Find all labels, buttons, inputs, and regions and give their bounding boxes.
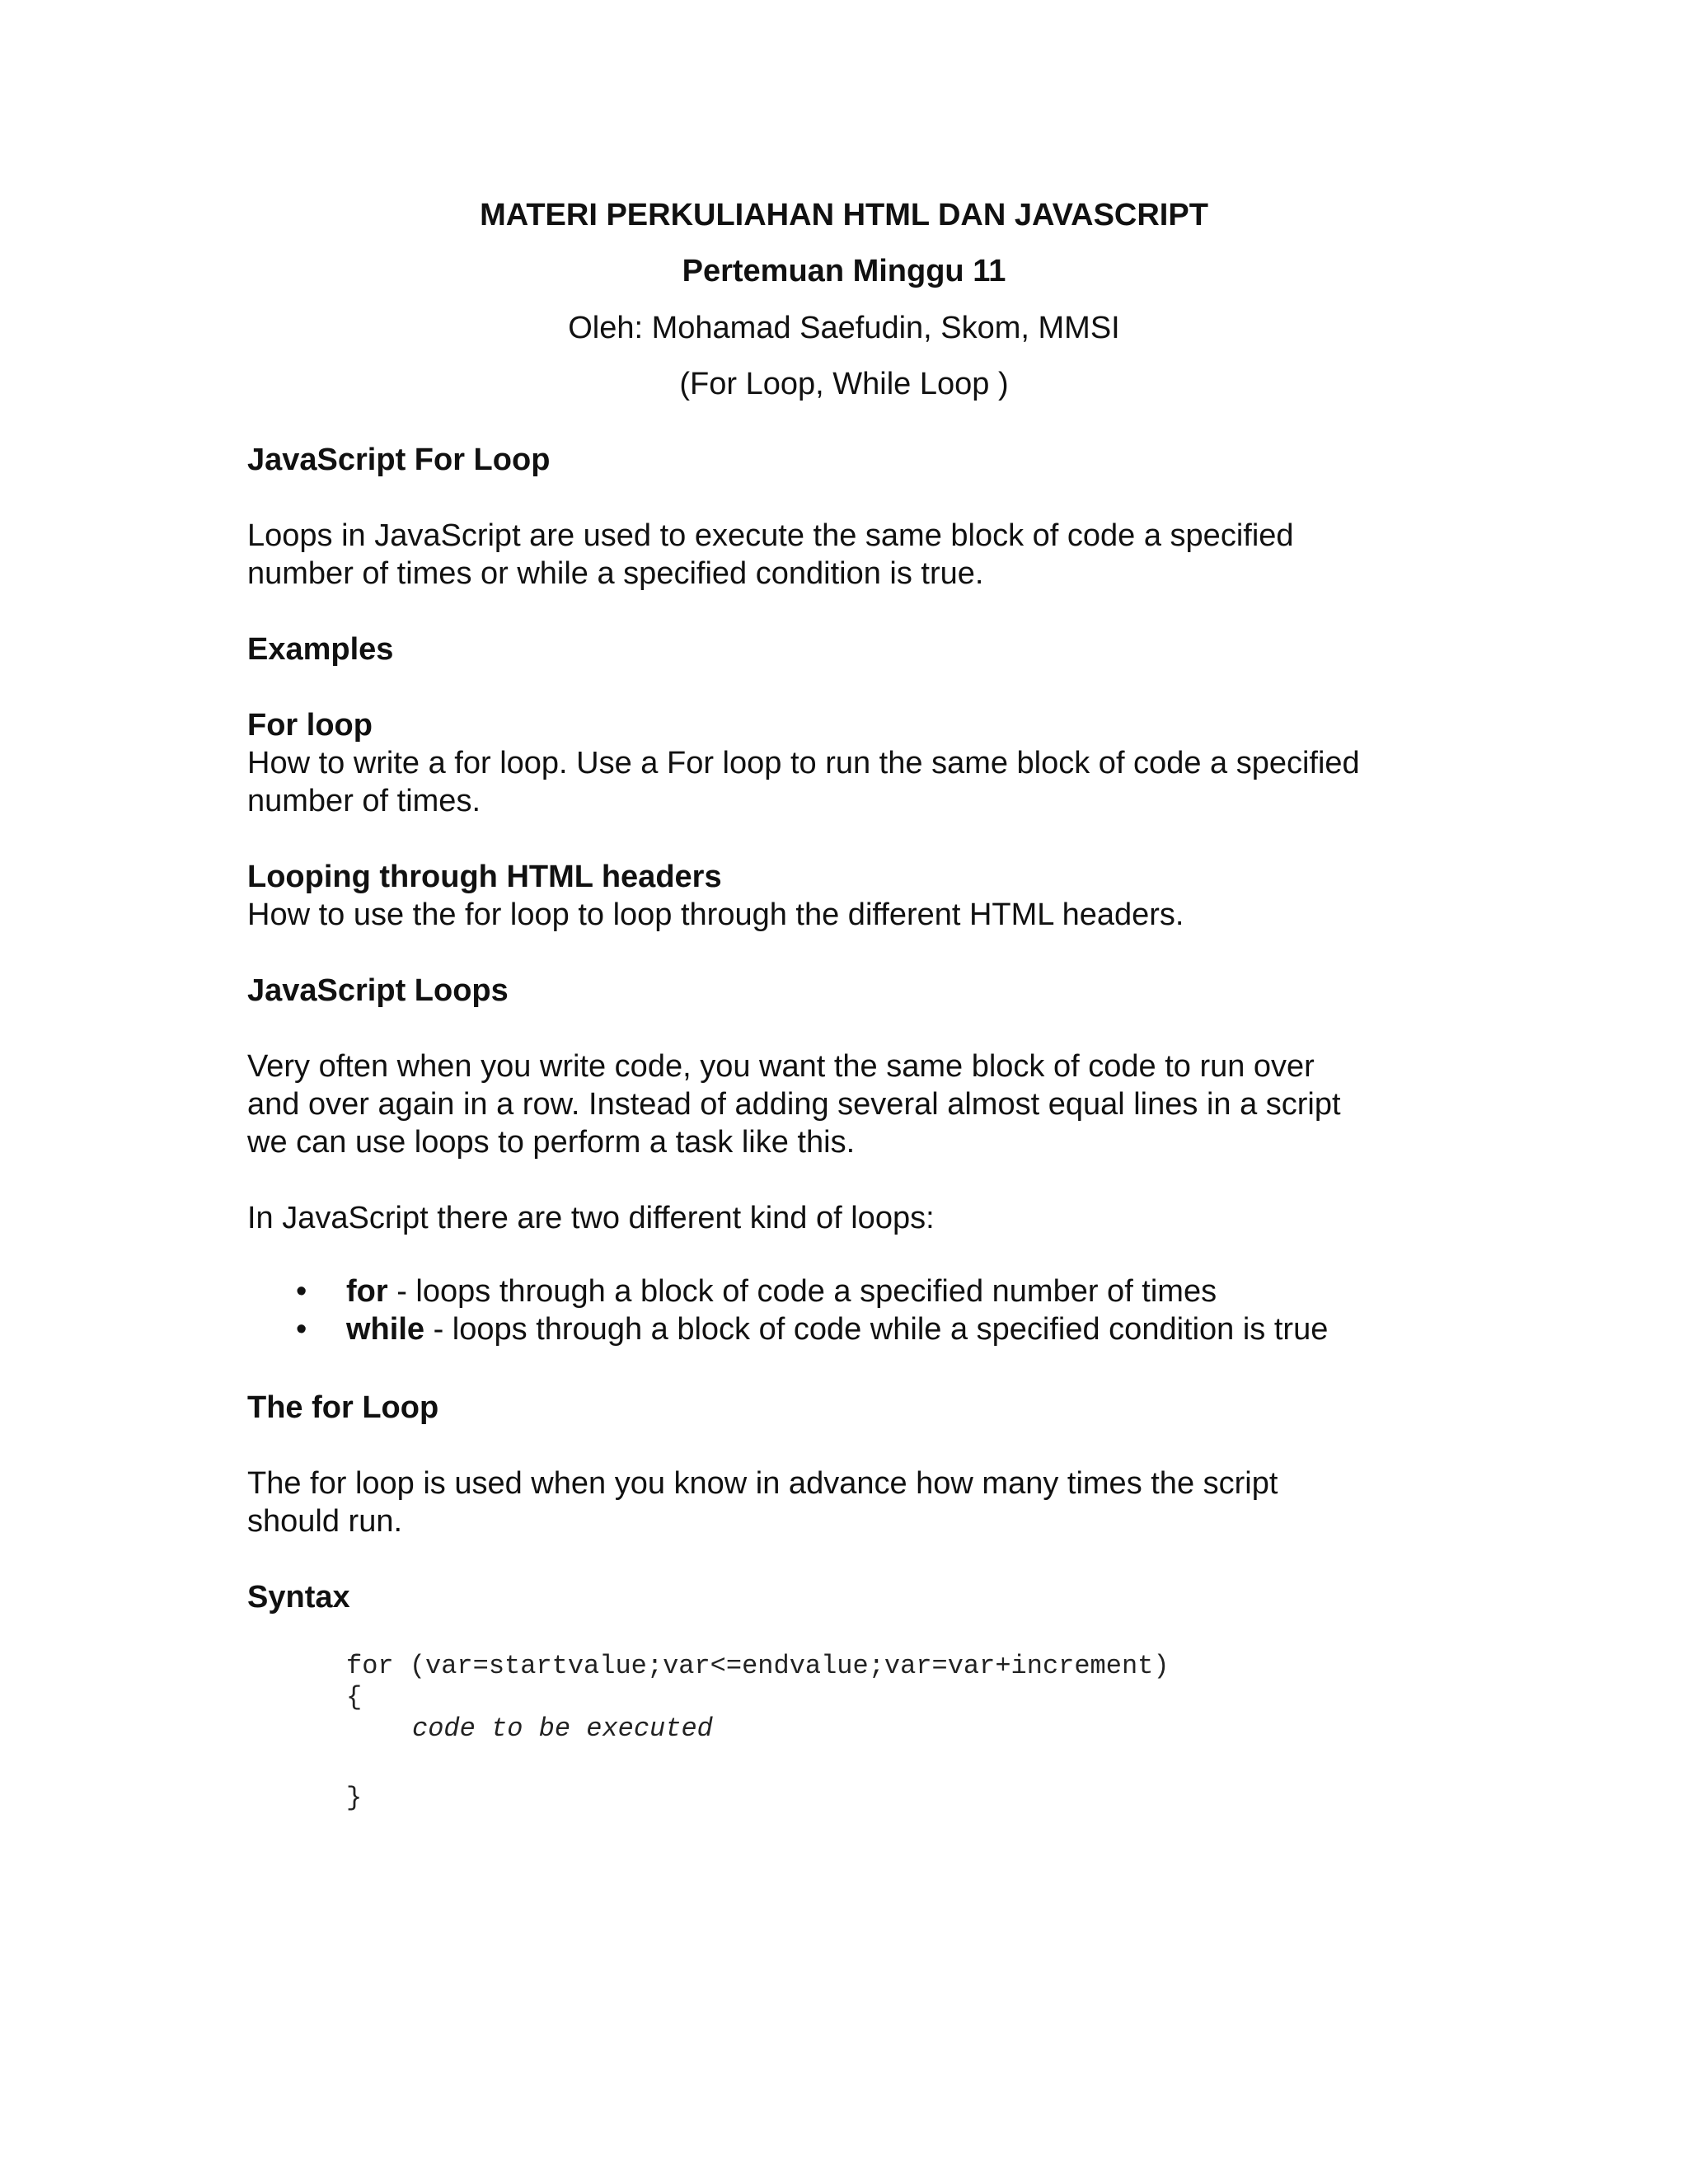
paragraph-line: we can use loops to perform a task like this. <box>247 1125 856 1160</box>
the-for-loop-paragraph <box>247 1465 1467 1540</box>
paragraph-line: How to write a for loop. Use a For loop to run the same block of code a specified <box>247 746 1360 780</box>
paragraph-line: and over again in a row. Instead of adding several almost equal lines in a script <box>247 1087 1341 1122</box>
loop-types-list <box>293 1272 1328 1348</box>
loop-term: for <box>346 1274 388 1309</box>
list-item <box>293 1310 1328 1348</box>
paragraph-line: In JavaScript there are two different kind of loops: <box>247 1201 935 1235</box>
bullet-icon: • <box>296 1274 307 1309</box>
document-topic: (For Loop, While Loop ) <box>679 367 1009 401</box>
heading-for-loop-example: For loop <box>247 708 373 743</box>
loop-term: while <box>346 1312 425 1347</box>
looping-headers-paragraph <box>247 896 1467 934</box>
document-author: Oleh: Mohamad Saefudin, Skom, MMSI <box>568 311 1120 345</box>
heading-the-for-loop: The for Loop <box>247 1390 439 1425</box>
heading-javascript-for-loop: JavaScript For Loop <box>247 443 551 477</box>
heading-looping-html-headers: Looping through HTML headers <box>247 860 722 894</box>
heading-examples: Examples <box>247 632 394 667</box>
bullet-icon: • <box>296 1312 307 1347</box>
paragraph-line: should run. <box>247 1504 403 1539</box>
paragraph-line: Loops in JavaScript are used to execute the same block of code a specified <box>247 518 1294 553</box>
intro-paragraph <box>247 517 1467 593</box>
document-title: MATERI PERKULIAHAN HTML DAN JAVASCRIPT <box>480 198 1208 232</box>
code-line: { <box>346 1682 363 1713</box>
paragraph-line: Very often when you write code, you want the same block of code to run over <box>247 1049 1315 1084</box>
paragraph-line: The for loop is used when you know in advance how many times the script <box>247 1466 1278 1501</box>
paragraph-line: number of times. <box>247 784 481 818</box>
heading-syntax: Syntax <box>247 1580 350 1615</box>
paragraph-line: number of times or while a specified condition is true. <box>247 556 984 591</box>
for-loop-example-paragraph <box>247 744 1467 820</box>
heading-javascript-loops: JavaScript Loops <box>247 973 509 1008</box>
list-item <box>293 1272 1328 1310</box>
code-line: for (var=startvalue;var<=endvalue;var=var+increment) <box>346 1651 1170 1681</box>
js-loops-paragraph <box>247 1047 1467 1161</box>
paragraph-line: How to use the for loop to loop through the different HTML headers. <box>247 898 1184 932</box>
code-line: } <box>346 1783 363 1813</box>
kinds-paragraph <box>247 1199 1467 1237</box>
code-line: code to be executed <box>412 1713 713 1744</box>
loop-description: - loops through a block of code while a specified condition is true <box>424 1312 1329 1347</box>
loop-description: - loops through a block of code a specified number of times <box>387 1274 1217 1309</box>
document-subtitle: Pertemuan Minggu 11 <box>682 254 1006 288</box>
